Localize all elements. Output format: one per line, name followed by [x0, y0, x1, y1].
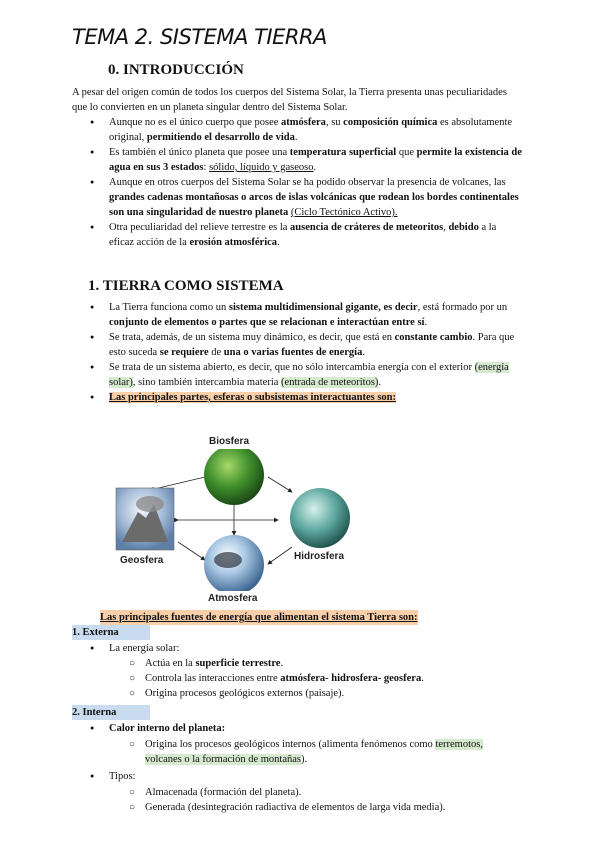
- interna-heading: 2. Interna: [72, 705, 150, 720]
- tipos-list: [90, 769, 522, 784]
- system-bullet-4: ● Las principales partes, esferas o subsistemas interactuantes son:: [90, 390, 522, 405]
- energy-sources-title: Las principales fuentes de energía que alimentan el sistema Tierra son:: [100, 612, 418, 623]
- atmosphere-cloud: [214, 552, 242, 568]
- externa-sub-2: ○ Controla las interacciones entre atmósfera- hidrosfera- geosfera.: [129, 671, 489, 686]
- tipos-sub-1: ○ Almacenada (formación del planeta).: [129, 785, 489, 800]
- section-0-heading: 0. INTRODUCCIÓN: [108, 62, 244, 78]
- externa-sub-1: ○ Actúa en la superficie terrestre.: [129, 656, 489, 671]
- hydrosphere-globe: [290, 488, 350, 548]
- system-bullet-1: ● La Tierra funciona como un sistema multidimensional gigante, es decir, está formado por un conjunto de elementos o partes que se relacionan e interactúan entre sí.: [90, 300, 522, 330]
- externa-item: ● La energía solar:: [90, 641, 522, 656]
- arrow-geo-atm: [178, 542, 205, 560]
- interna-list: [90, 721, 522, 736]
- intro-bullet-3: ● Aunque en otros cuerpos del Sistema Solar se ha podido observar la presencia de volcanes, las grandes cadenas montañosas o arcos de islas volcánicas que rodean los bordes continentales son una singularidad de nuestro planeta (Ciclo Tectónico Activo).: [90, 175, 522, 220]
- arrow-hid-atm: [268, 547, 292, 564]
- externa-heading: 1. Externa: [72, 625, 150, 640]
- document-title: TEMA 2. SISTEMA TIERRA: [72, 25, 327, 49]
- interna-item: ● Calor interno del planeta:: [90, 721, 522, 736]
- system-bullet-3: ● Se trata de un sistema abierto, es decir, que no sólo intercambia energía con el exterior (energía solar), sino también intercambia materia (entrada de meteoritos).: [90, 360, 522, 390]
- earth-spheres-diagram: [110, 432, 360, 606]
- intro-bullet-4: ● Otra peculiaridad del relieve terrestre es la ausencia de cráteres de meteoritos, debido a la eficaz acción de la erosión atmosférica.: [90, 220, 522, 250]
- label-geosfera: Geosfera: [120, 555, 164, 566]
- diagram-svg: [110, 432, 360, 606]
- externa-sublist: [129, 656, 489, 701]
- intro-paragraph: A pesar del origen común de todos los cuerpos del Sistema Solar, la Tierra presenta unas peculiaridades que lo convierten en un planeta singular dentro del Sistema Solar.: [72, 87, 507, 113]
- interna-sublist: [129, 737, 489, 767]
- interna-sub-1: ○ Origina los procesos geológicos internos (alimenta fenómenos como terremotos, volcanes o la formación de montañas).: [129, 737, 489, 767]
- label-hidrosfera: Hidrosfera: [294, 551, 345, 562]
- externa-list: [90, 641, 522, 656]
- intro-bullet-2: ● Es también el único planeta que posee una temperatura superficial que permite la existencia de agua en sus 3 estados: sólido, líquido y gaseoso.: [90, 145, 522, 175]
- label-biosfera: Biosfera: [209, 436, 250, 447]
- intro-bullet-1: ● Aunque no es el único cuerpo que posee atmósfera, su composición química es absolutamente original, permitiendo el desarrollo de vida.: [90, 115, 522, 145]
- tipos-item: ● Tipos:: [90, 769, 522, 784]
- externa-sub-3: ○ Origina procesos geológicos externos (paisaje).: [129, 686, 489, 701]
- biosphere-globe: [204, 445, 264, 505]
- arrow-bio-hid: [268, 477, 292, 492]
- label-atmosfera: Atmosfera: [208, 593, 258, 604]
- tipos-sub-2: ○ Generada (desintegración radiactiva de elementos de larga vida media).: [129, 800, 489, 815]
- tipos-sublist: [129, 785, 489, 815]
- volcano-smoke: [136, 496, 164, 512]
- system-list: [90, 300, 522, 405]
- system-bullet-2: ● Se trata, además, de un sistema muy dinámico, es decir, que está en constante cambio. Para que esto suceda se requiere de una o varias fuentes de energía.: [90, 330, 522, 360]
- section-1-heading: 1. TIERRA COMO SISTEMA: [88, 278, 284, 294]
- intro-list: [90, 115, 522, 250]
